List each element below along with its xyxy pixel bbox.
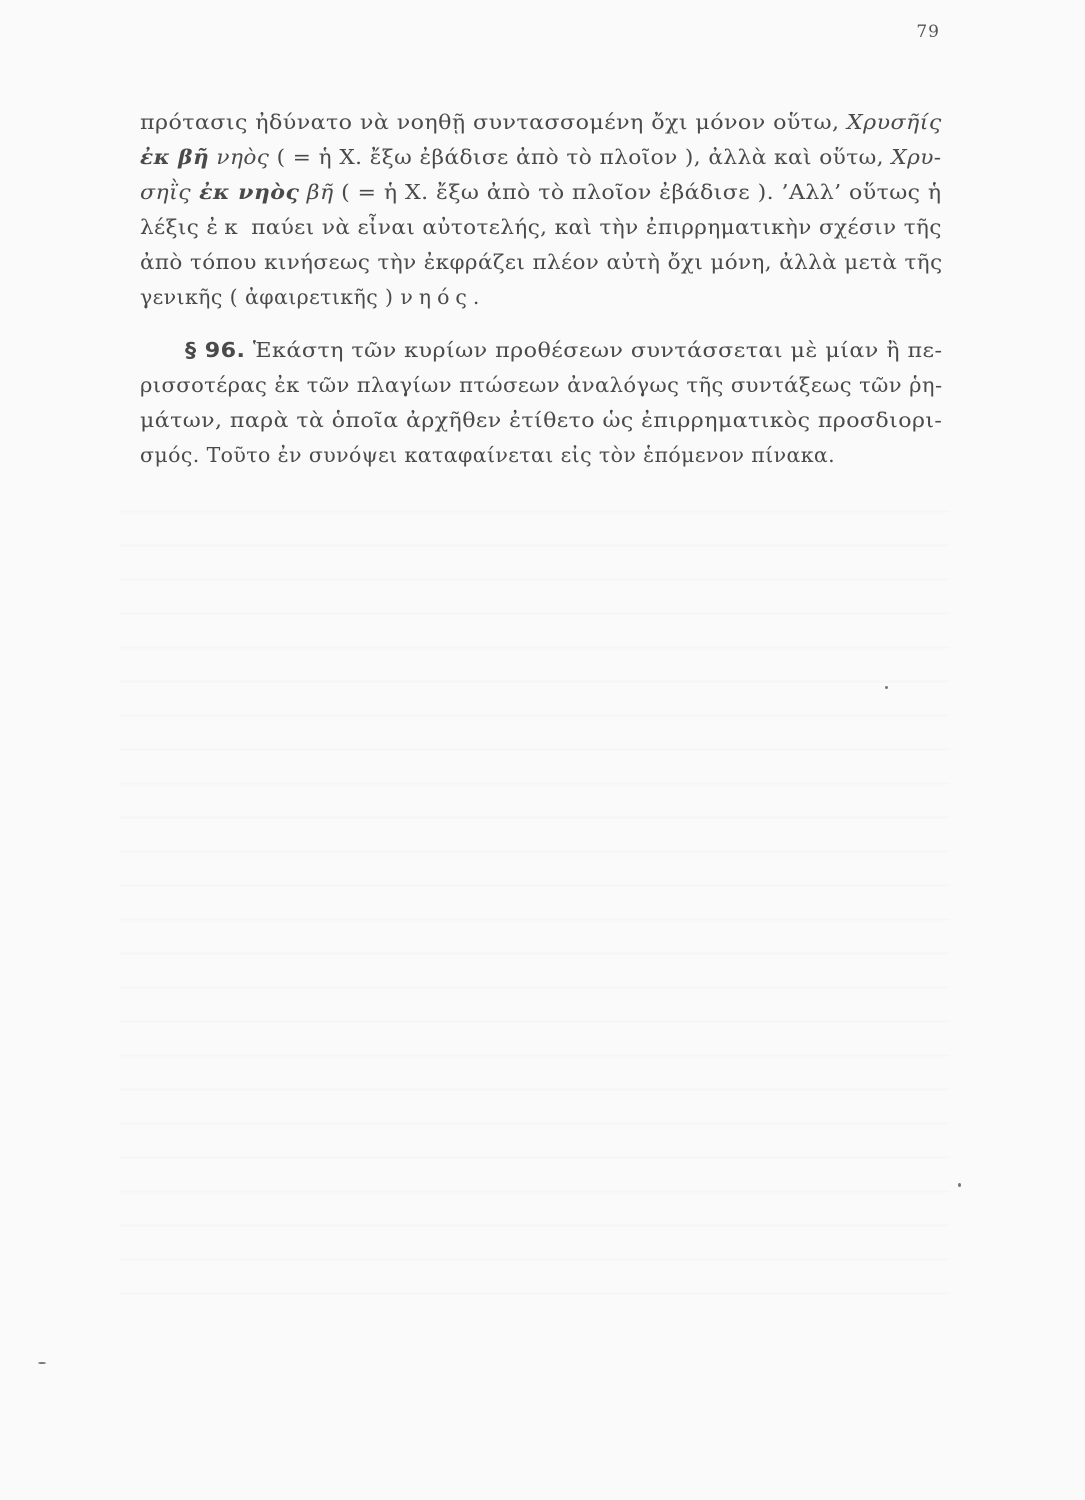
text-run: μάτων, παρὰ τὰ ὁποῖα ἀρχῆθεν ἐτίθετο ὡς ἐπιρρηματικὸς προσδιορι-: [140, 408, 943, 432]
text-run: βῆ: [299, 180, 334, 204]
text-run: ἐκ νηὸς: [191, 180, 300, 204]
speck: [38, 1362, 46, 1364]
text-run: λέξις: [140, 215, 207, 239]
text-run: Χρυσῆίς: [846, 110, 942, 134]
text-run: νηός: [400, 285, 473, 309]
text-run: παύει νὰ εἶναι αὐτοτελής, καὶ τὴν ἐπιρρηματικὴν σχέσιν τῆς: [243, 215, 942, 239]
page-number: 79: [916, 22, 940, 42]
text-run: γενικῆς ( ἀφαιρετικῆς ): [140, 285, 401, 309]
text-run: ( = ἡ Χ. ἔξω ἐβάδισε ἀπὸ τὸ πλοῖον ), ἀλλὰ καὶ οὕτω,: [269, 145, 892, 169]
text-run: § 96.: [185, 338, 246, 362]
text-line: [140, 182, 942, 203]
text-line: [140, 445, 835, 466]
text-run: .: [472, 285, 480, 309]
text-run: Χρυ-: [891, 145, 942, 169]
text-run: Ἑκάστη τῶν κυρίων προθέσεων συντάσσεται μὲ μίαν ἢ πε-: [245, 338, 943, 362]
show-through-text: [120, 480, 950, 1300]
text-line: [185, 340, 942, 361]
text-line: [140, 375, 942, 396]
text-run: νηὸς: [209, 145, 270, 169]
text-line: [140, 287, 480, 308]
text-line: [140, 410, 942, 431]
text-run: ἐκ: [206, 215, 244, 239]
text-line: [140, 112, 942, 133]
text-run: σμός. Τοῦτο ἐν συνόψει καταφαίνεται εἰς τὸν ἑπόμενον πίνακα.: [140, 443, 836, 467]
speck: [958, 1183, 961, 1187]
text-line: [140, 217, 942, 238]
text-run: πρότασις ἠδύνατο νὰ νοηθῇ συντασσομένη ὄχι μόνον οὕτω,: [140, 110, 847, 134]
text-run: σηῒς: [140, 180, 192, 204]
text-run: ἐκ βῆ: [140, 145, 210, 169]
text-run: ἀπὸ τόπου κινήσεως τὴν ἐκφράζει πλέον αὐτὴ ὄχι μόνη, ἀλλὰ μετὰ τῆς: [140, 250, 943, 274]
text-line: [140, 252, 943, 273]
text-run: ρισσοτέρας ἐκ τῶν πλαγίων πτώσεων ἀναλόγως τῆς συντάξεως τῶν ῥη-: [140, 373, 943, 397]
text-line: [140, 147, 942, 168]
speck: [885, 686, 888, 689]
text-run: ( = ἡ Χ. ἔξω ἀπὸ τὸ πλοῖον ἐβάδισε ). ’Αλλ’ οὕτως ἡ: [333, 180, 942, 204]
